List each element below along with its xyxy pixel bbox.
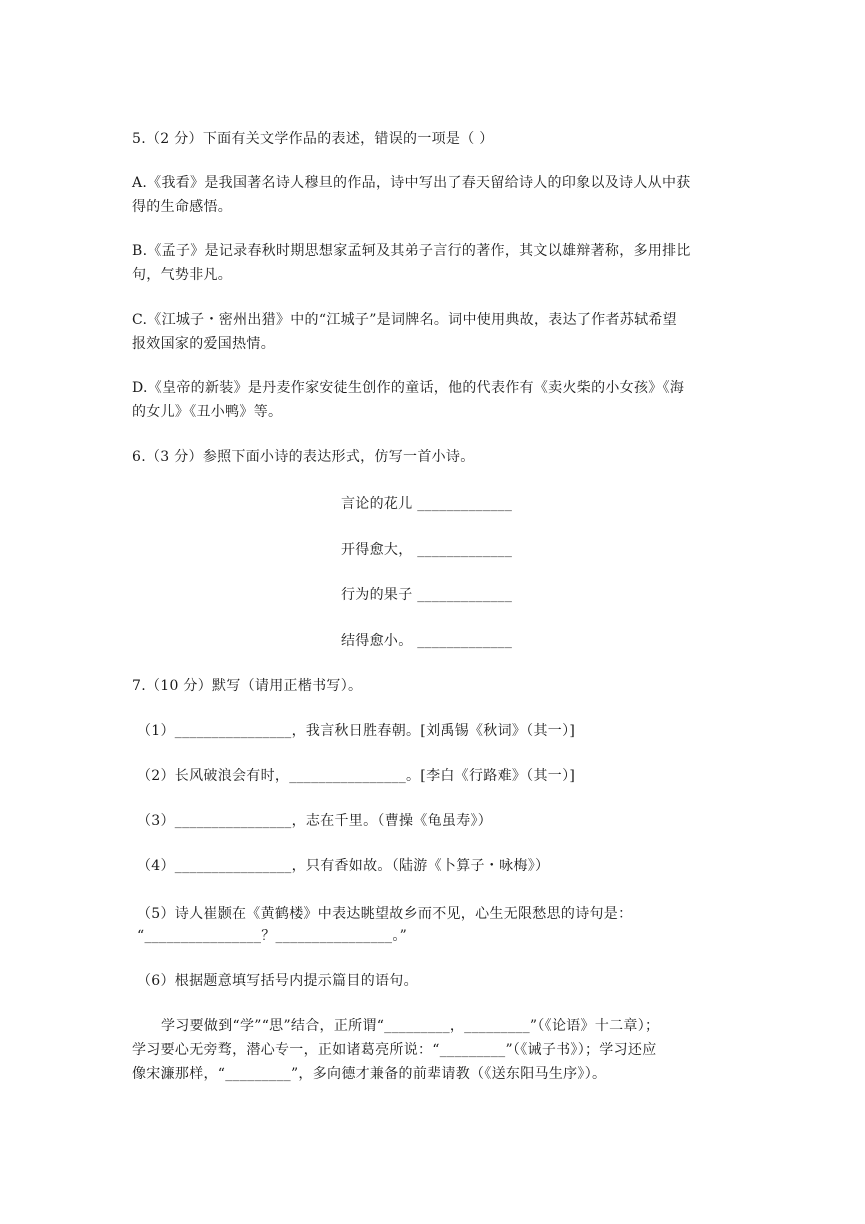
q7-paragraph-line1: 学习要做到“学”“思”结合，正所谓“_________，_________”（《论语》十二章）；	[161, 1018, 660, 1034]
poem-line-3: 行为的果子 _____________	[341, 587, 513, 603]
q7-paragraph-line3: 像宋濂那样，“_________”，多向德才兼备的前辈请教（《送东阳马生序》）。	[132, 1066, 607, 1082]
q7-item-5-line1: （5）诗人崔颢在《黄鹤楼》中表达眺望故乡而不见，心生无限愁思的诗句是：	[137, 906, 633, 922]
q7-stem: 7.（10 分）默写（请用正楷书写）。	[132, 678, 363, 694]
q5-option-b-line1: B.《孟子》是记录春秋时期思想家孟轲及其弟子言行的著作，其文以雄辩著称，多用排比	[132, 243, 691, 259]
q7-paragraph-line2: 学习要心无旁骛，潜心专一，正如诸葛亮所说：“_________”（《诫子书》）；学习还应	[132, 1042, 657, 1058]
q5-stem: 5.（2 分）下面有关文学作品的表述，错误的一项是（ ）	[132, 131, 494, 147]
q5-option-d-line2: 的女儿》《丑小鸭》等。	[132, 404, 283, 420]
poem-line-2: 开得愈大， _____________	[341, 542, 513, 558]
q5-option-c-line1: C.《江城子・密州出猎》中的“江城子”是词牌名。词中使用典故，表达了作者苏轼希望	[132, 312, 677, 328]
q5-option-b-line2: 句，气势非凡。	[132, 267, 233, 283]
poem-line-1: 言论的花儿 _____________	[341, 496, 513, 512]
q6-stem: 6.（3 分）参照下面小诗的表达形式，仿写一首小诗。	[132, 449, 475, 465]
q7-item-1: （1）________________，我言秋日胜春朝。[刘禹锡《秋词》（其一）]	[137, 723, 576, 739]
poem-line-4: 结得愈小。 _____________	[341, 633, 513, 649]
q7-item-5-line2: “________________？________________。”	[137, 928, 408, 944]
q7-item-2: （2）长风破浪会有时，________________。[李白《行路难》（其一）]	[137, 768, 576, 784]
q5-option-a-line1: A.《我看》是我国著名诗人穆旦的作品，诗中写出了春天留给诗人的印象以及诗人从中获	[132, 175, 691, 191]
q7-item-3: （3）________________，志在千里。（曹操《龟虽寿》）	[137, 813, 493, 829]
q7-item-6: （6）根据题意填写括号内提示篇目的语句。	[137, 973, 418, 989]
q5-option-a-line2: 得的生命感悟。	[132, 199, 233, 215]
q5-option-d-line1: D.《皇帝的新装》是丹麦作家安徒生创作的童话，他的代表作有《卖火柴的小女孩》《海	[132, 380, 685, 396]
q5-option-c-line2: 报效国家的爱国热情。	[132, 336, 275, 352]
q7-item-4: （4）________________，只有香如故。（陆游《卜算子・咏梅》）	[137, 858, 550, 874]
